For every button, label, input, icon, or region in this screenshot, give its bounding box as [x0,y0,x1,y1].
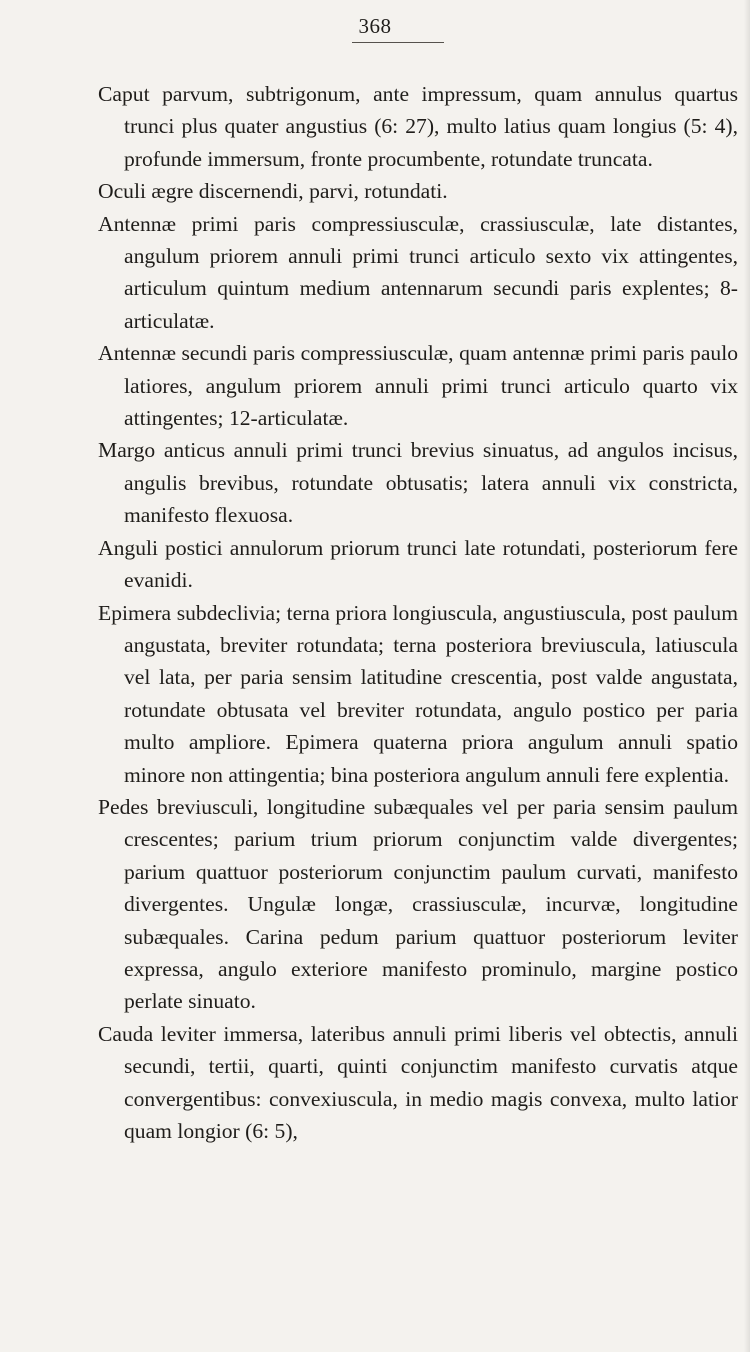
paragraph-antennae-primi: Antennæ primi paris compressiusculæ, crassiusculæ, late distantes, angulum priorem annuli primi trunci articulo sexto vix attingentes, articulum quintum medium antennarum secundi paris explentes; 8-articulatæ. [98,211,738,333]
paragraph-oculi: Oculi ægre discernendi, parvi, rotundati. [98,179,448,204]
body-text [98,78,738,1147]
paragraph-cauda: Cauda leviter immersa, lateribus annuli primi liberis vel obtectis, annuli secundi, tertii, quarti, quinti conjunctim manifesto curvatis atque convergentibus: convexiuscula, in medio magis convexa, multo latior quam longior (6: 5), [98,1021,738,1143]
paragraph-epimera: Epimera subdeclivia; terna priora longiuscula, angustiuscula, post paulum angustata, breviter rotundata; terna posteriora breviuscula, latiuscula vel lata, per paria sensim latitudine crescentia, post valde angustata, rotundate obtusata vel breviter rotundata, angulo postico per paria multo ampliore. Epimera quaterna priora angulum annuli spatio minore non attingentia; bina posteriora angulum annuli fere explentia. [98,600,738,787]
page-edge-shadow [744,0,750,1352]
paragraph-margo: Margo anticus annuli primi trunci brevius sinuatus, ad angulos incisus, angulis brevibus, rotundate obtusatis; latera annuli vix constricta, manifesto flexuosa. [98,438,738,528]
page-number: 368 [358,14,392,38]
paragraph-antennae-secundi: Antennæ secundi paris compressiusculæ, quam antennæ primi paris paulo latiores, angulum priorem annuli primi trunci articulo quarto vix attingentes; 12-articulatæ. [98,341,738,431]
paragraph-pedes: Pedes breviusculi, longitudine subæquales vel per paria sensim paulum crescentes; parium trium priorum conjunctim valde divergentes; parium quattuor posteriorum conjunctim paulum curvati, manifesto divergentes. Ungulæ longæ, crassiusculæ, incurvæ, longitudine subæquales. Carina pedum parium quattuor posteriorum leviter expressa, angulo exteriore manifesto prominulo, margine postico perlate sinuato. [98,794,738,1014]
paragraph-anguli: Anguli postici annulorum priorum trunci late rotundati, posteriorum fere evanidi. [98,535,738,593]
paragraph-caput: Caput parvum, subtrigonum, ante impressum, quam annulus quartus trunci plus quater angustius (6: 27), multo latius quam longius (5: 4), profunde immersum, fronte procumbente, rotundate truncata. [98,82,738,171]
page-number-rule [352,42,444,43]
